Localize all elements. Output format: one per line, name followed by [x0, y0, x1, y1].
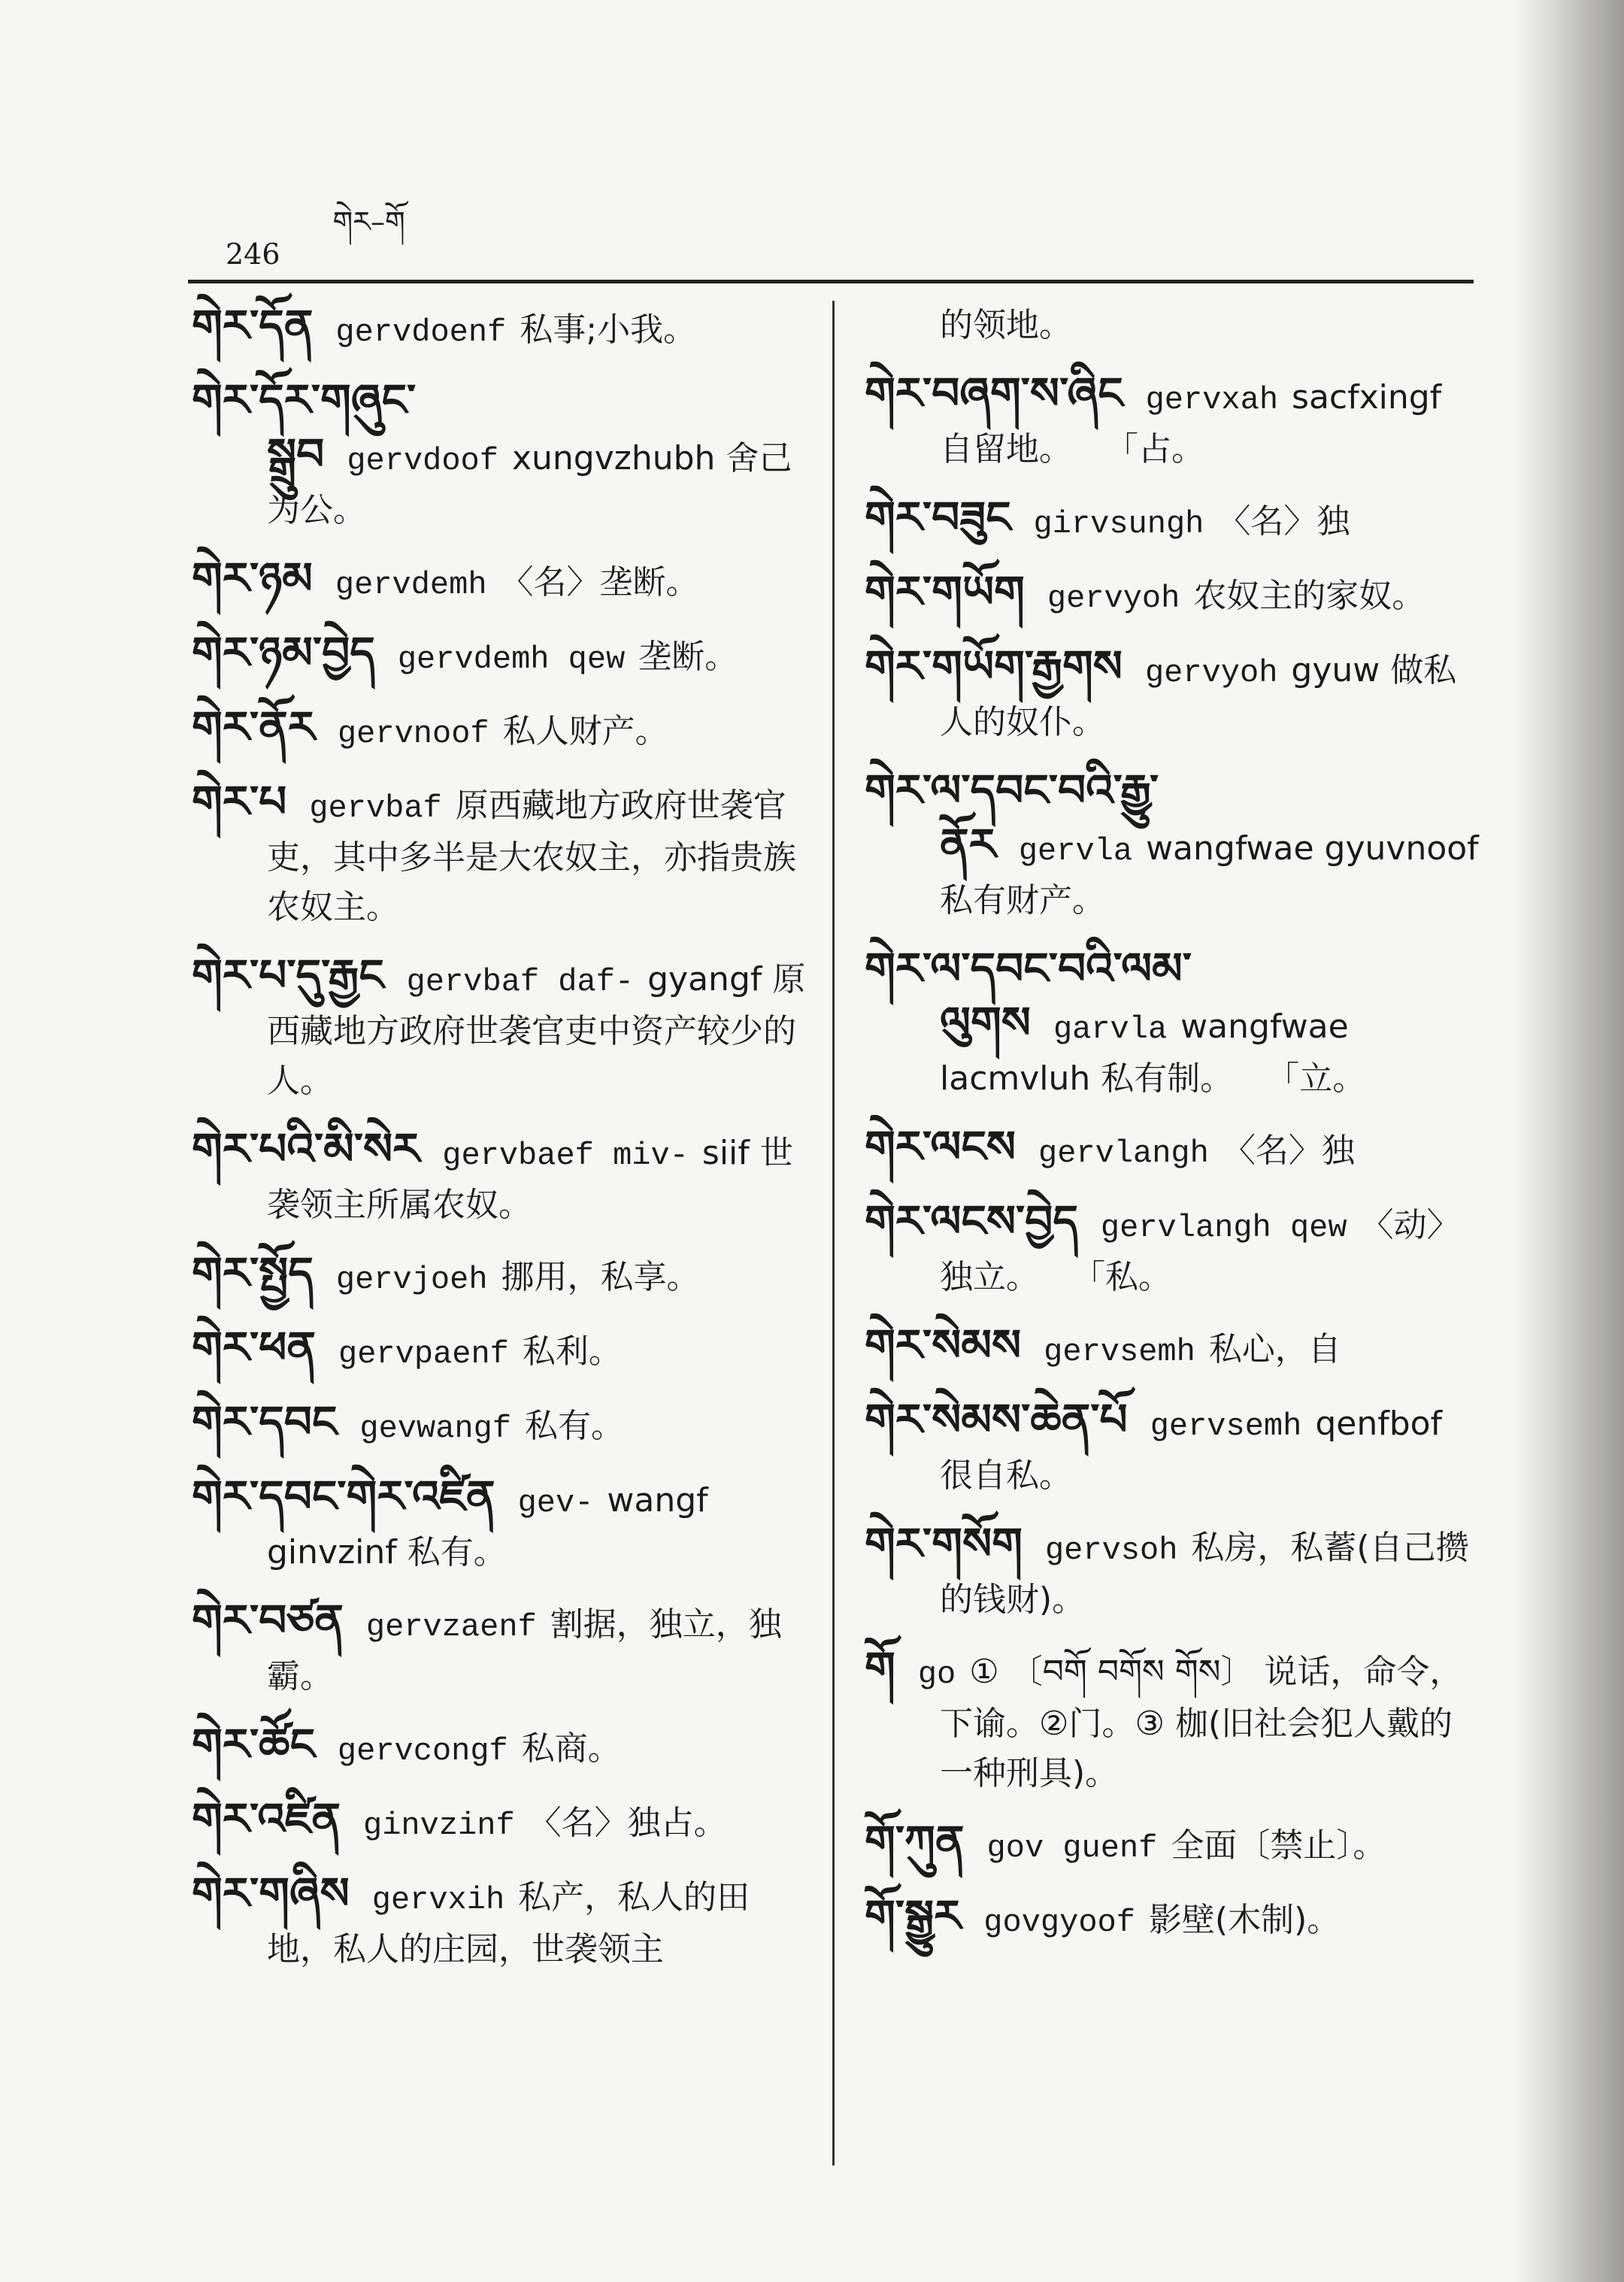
entry-headword: གེར་ནོར — [192, 702, 315, 753]
entry-headword: གོ་སྒྱུར — [865, 1890, 962, 1941]
entry-definition: 割据，独立，独霸。 — [267, 1605, 782, 1696]
dictionary-entry — [192, 628, 816, 684]
column-divider — [832, 301, 835, 2165]
entry-phonetic: gervbaf daf- — [406, 964, 635, 1000]
entry-definition: ① 〔བགོ བགོས གོས〕 说话，命令，下谕。②门。③ 枷(旧社会犯人戴的一种刑具)。 — [940, 1653, 1463, 1793]
entry-definition: 全面〔禁止〕。 — [1171, 1826, 1386, 1865]
dictionary-entry — [865, 492, 1481, 549]
entry-definition: 影壁(木制)。 — [1148, 1901, 1341, 1939]
entry-definition: 挪用，私享。 — [501, 1258, 700, 1296]
entry-definition: 农奴主的家奴。 — [1193, 577, 1426, 615]
entry-phonetic: gervbaf — [309, 790, 442, 826]
entry-headword: གེར་བཟུང — [865, 492, 1011, 543]
continuation-text: 的领地。 — [940, 306, 1072, 344]
entry-phonetic: gervxih — [371, 1882, 505, 1918]
entry-headword: གོ་ཀུན — [865, 1816, 965, 1867]
entry-headword: གེར་སྤྱོད — [192, 1247, 314, 1299]
entry-headword: གེར་ཉམ་བྱེད — [192, 627, 375, 678]
entry-phonetic: gervzaenf — [365, 1609, 537, 1645]
dictionary-entry — [865, 1891, 1481, 1947]
entry-definition: 〈动〉独立。 「私。 — [940, 1206, 1460, 1296]
entry-definition: 私利。 — [522, 1332, 622, 1371]
entry-definition: 〈名〉独占。 — [528, 1804, 727, 1842]
entry-phonetic: gervlangh qew — [1100, 1210, 1347, 1246]
entry-definition: 私产，私人的田地，私人的庄园，世袭领主 — [267, 1878, 750, 1968]
entry-definition: siif 世袭领主所属农奴。 — [267, 1134, 793, 1224]
dictionary-entry — [865, 1519, 1481, 1625]
entry-phonetic: gervcongf — [337, 1733, 508, 1769]
dictionary-entry — [865, 1395, 1481, 1501]
entry-definition: 原西藏地方政府世袭官吏，其中多半是大农奴主，亦指贵族农奴主。 — [267, 786, 796, 926]
entry-phonetic: gev- — [517, 1485, 594, 1521]
entry-definition: 私事;小我。 — [520, 311, 697, 349]
dictionary-entry — [192, 1868, 816, 1974]
entry-definition: wangfwae gyuvnoof 私有财产。 — [940, 829, 1479, 920]
entry-headword: གེར་ཉམ — [192, 553, 313, 604]
entry-phonetic: gervsoh — [1044, 1532, 1178, 1568]
entry-phonetic: gevwangf — [359, 1411, 512, 1447]
entry-headword: གེར་དོར་གཞུང་སྒྲུབ — [192, 374, 417, 480]
entry-definition: 私商。 — [521, 1729, 621, 1768]
running-head: གེར–གོ — [332, 205, 405, 238]
entry-headword: གེར་སེམས་ཆེན་པོ — [865, 1394, 1128, 1445]
entry-headword: གེར་པ་དུ་རྒྱང — [192, 950, 384, 1001]
entry-definition: xungvzhubh 舍己为公。 — [267, 439, 792, 529]
dictionary-entry — [192, 1596, 816, 1702]
dictionary-entry — [865, 765, 1481, 926]
entry-definition: 垄断。 — [638, 638, 738, 676]
dictionary-entry — [192, 1471, 816, 1577]
entry-headword: གེར་གཡོག — [865, 566, 1025, 617]
entry-phonetic: garvla — [1053, 1011, 1168, 1047]
entry-phonetic: gervdoenf — [335, 314, 507, 350]
entry-definition: 私有。 — [525, 1407, 625, 1445]
entry-definition: qenfbof 很自私。 — [940, 1405, 1443, 1495]
dictionary-entry — [192, 1720, 816, 1776]
dictionary-entry — [192, 1794, 816, 1850]
entry-headword: གེར་བཙན — [192, 1595, 344, 1646]
dictionary-entry — [192, 1397, 816, 1453]
dictionary-entry — [192, 1248, 816, 1305]
entry-headword: གེར་དབང་གེར་འཛིན — [192, 1471, 495, 1522]
dictionary-entry — [192, 301, 816, 357]
entry-headword: གེར་དབང — [192, 1396, 338, 1447]
entry-phonetic: gervdoof — [347, 443, 498, 479]
entry-definition: sacfxingf 自留地。 「占。 — [940, 378, 1442, 468]
scan-page-edge — [1511, 0, 1624, 2282]
entry-phonetic: gervdemh qew — [397, 641, 626, 677]
entry-headword: གེར་ལ་དབང་བའི་རྒྱུ་ནོར — [865, 765, 1159, 870]
entry-phonetic: gervdemh — [335, 567, 487, 603]
entry-headword: གེར་ཚོང — [192, 1719, 315, 1770]
entry-phonetic: gervlangh — [1038, 1135, 1209, 1171]
entry-definition: 私心，自 — [1208, 1330, 1341, 1368]
entry-headword: གེར་གསོག — [865, 1518, 1023, 1569]
dictionary-entry — [192, 1323, 816, 1379]
entry-phonetic: gervsemh — [1150, 1408, 1302, 1444]
entry-headword: གེར་འཛིན — [192, 1793, 341, 1844]
entry-headword: གེར་པའི་མི་སེར — [192, 1123, 420, 1174]
entry-definition: wangfwae lacmvluh 私有制。 「立。 — [940, 1008, 1366, 1098]
entry-phonetic: gervla — [1018, 833, 1133, 869]
entry-definition: 〈名〉独 — [1217, 502, 1350, 541]
entry-definition: gyuw 做私人的奴仆。 — [940, 651, 1457, 741]
entry-headword: གེར་ལ་དབང་བའི་ལམ་ལུགས — [865, 943, 1192, 1048]
dictionary-entry — [865, 567, 1481, 623]
entry-definition: wangf ginvzinf 私有。 — [267, 1481, 708, 1571]
entry-phonetic: govgyoof — [983, 1905, 1135, 1941]
entry-definition: 私房，私蓄(自己攒的钱财)。 — [940, 1529, 1469, 1619]
dictionary-entry — [865, 1196, 1481, 1302]
entry-phonetic: gervpaenf — [338, 1336, 509, 1372]
entry-headword: གེར་དོན — [192, 300, 314, 351]
dictionary-entry — [192, 777, 816, 932]
entry-headword: གེར་ཕན — [192, 1322, 317, 1373]
header-rule — [188, 280, 1474, 283]
dictionary-entry — [192, 1124, 816, 1230]
entry-headword: གེར་གཞིས — [192, 1868, 350, 1919]
entry-phonetic: go — [917, 1656, 956, 1693]
dictionary-entry — [865, 944, 1481, 1104]
entry-phonetic: gervxah — [1145, 382, 1279, 418]
entry-phonetic: ginvzinf — [363, 1808, 515, 1844]
right-column — [865, 301, 1481, 1965]
entry-headword: གེར་བཞག་ས་ཞིང — [865, 368, 1123, 419]
entry-headword: གེར་ལངས — [865, 1121, 1016, 1172]
page-header — [226, 205, 405, 271]
entry-definition: gyangf 原西藏地方政府世袭官吏中资产较少的人。 — [267, 960, 806, 1100]
dictionary-entry — [865, 1817, 1481, 1873]
dictionary-entry — [192, 553, 816, 610]
entry-headword: གེར་པ — [192, 776, 287, 827]
entry-definition: 〈名〉垄断。 — [500, 563, 699, 602]
dictionary-entry — [865, 1320, 1481, 1377]
entry-phonetic: gervjoeh — [335, 1262, 488, 1298]
entry-phonetic: girvsungh — [1033, 506, 1204, 542]
entry-headword: གེར་ལངས་བྱེད — [865, 1196, 1078, 1247]
dictionary-entry — [865, 641, 1481, 747]
page-number: 246 — [226, 238, 280, 271]
entry-phonetic: gervsemh — [1044, 1334, 1195, 1370]
entry-phonetic: gervyoh — [1047, 580, 1180, 617]
entry-headword: གེར་གཡོག་རྒྱགས — [865, 641, 1123, 692]
dictionary-entry — [192, 950, 816, 1106]
entry-definition: 〈名〉独 — [1222, 1132, 1355, 1170]
dictionary-entry — [865, 368, 1481, 474]
dictionary-entry — [192, 375, 816, 535]
entry-definition: 私人财产。 — [502, 712, 668, 750]
dictionary-entry — [865, 1643, 1481, 1799]
dictionary-entry — [192, 702, 816, 759]
entry-phonetic: gervnoof — [337, 716, 489, 752]
entry-phonetic: gervyoh — [1144, 655, 1278, 691]
left-column — [192, 301, 816, 1993]
entry-phonetic: gov guenf — [986, 1830, 1158, 1866]
entry-headword: གོ — [865, 1642, 895, 1693]
entry-headword: གེར་སེམས — [865, 1320, 1022, 1371]
entry-phonetic: gervbaef miv- — [442, 1138, 689, 1174]
dictionary-entry — [865, 1122, 1481, 1178]
